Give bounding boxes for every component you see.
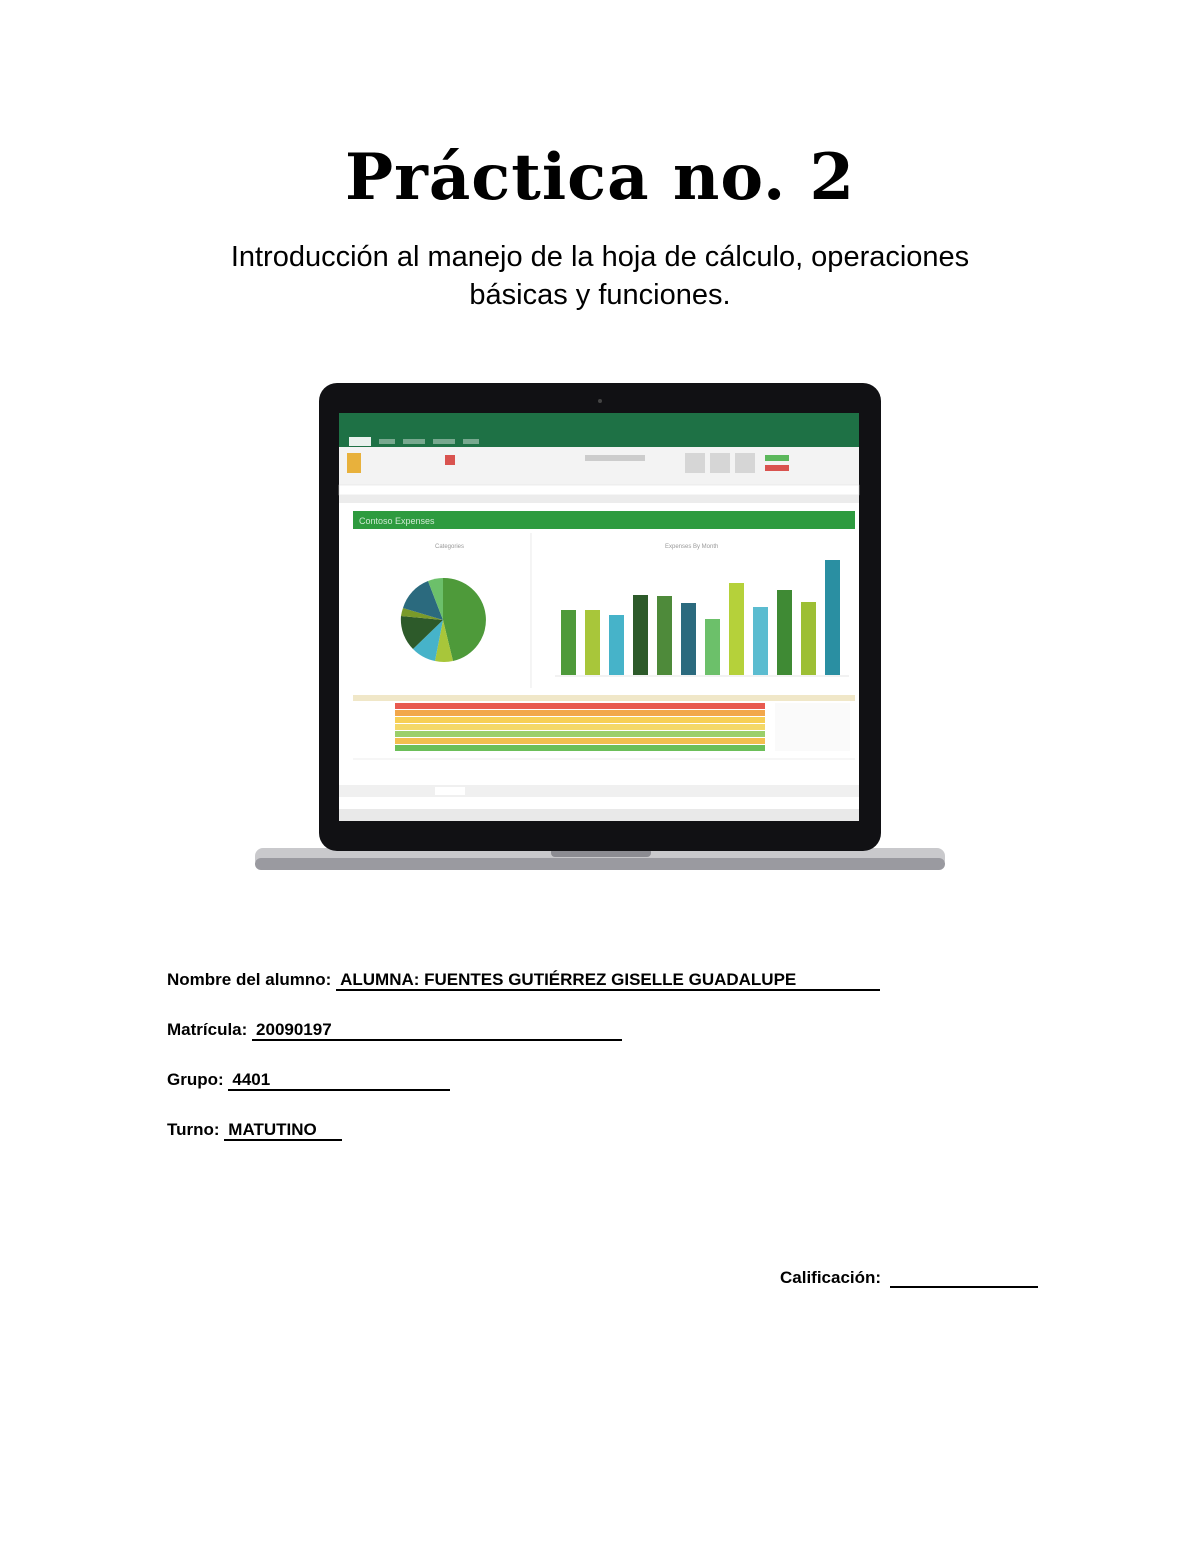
shift-label: Turno: <box>167 1120 220 1139</box>
pie-chart <box>401 578 486 662</box>
document-subtitle <box>150 238 1050 314</box>
group-value: 4401 <box>228 1070 450 1091</box>
group-label: Grupo: <box>167 1070 224 1089</box>
grade-blank-line <box>890 1270 1038 1288</box>
student-id-label: Matrícula: <box>167 1020 248 1039</box>
student-name-field <box>167 970 880 991</box>
bar-dec <box>825 560 840 675</box>
bar-title-text: Expenses By Month <box>665 544 719 550</box>
grade-field <box>780 1268 1038 1288</box>
bar-jul <box>705 619 720 675</box>
bar-nov <box>801 602 816 675</box>
bar-may <box>657 596 672 675</box>
student-id-field <box>167 1020 622 1041</box>
shift-field <box>167 1120 342 1141</box>
bar-jun <box>681 603 696 675</box>
shift-value: MATUTINO <box>224 1120 342 1141</box>
student-name-value: ALUMNA: FUENTES GUTIÉRREZ GISELLE GUADALUPE <box>336 970 880 991</box>
bar-mar <box>609 615 624 675</box>
subtitle-line-2: básicas y funciones. <box>469 279 731 311</box>
pie-title-text: Categories <box>435 544 465 550</box>
student-id-value: 20090197 <box>252 1020 622 1041</box>
bar-aug <box>729 583 744 675</box>
student-name-label: Nombre del alumno: <box>167 970 332 989</box>
subtitle-line-1: Introducción al manejo de la hoja de cálculo, operaciones <box>230 241 970 273</box>
bar-feb <box>585 610 600 675</box>
grade-label: Calificación: <box>780 1268 882 1287</box>
sheet-banner-text: Contoso Expenses <box>359 516 435 526</box>
bar-sep <box>753 607 768 675</box>
laptop-excel-illustration <box>255 383 945 878</box>
bar-apr <box>633 595 648 675</box>
document-title: Práctica no. 2 <box>344 140 856 215</box>
bar-oct <box>777 590 792 675</box>
bar-jan <box>561 610 576 675</box>
group-field <box>167 1070 450 1091</box>
